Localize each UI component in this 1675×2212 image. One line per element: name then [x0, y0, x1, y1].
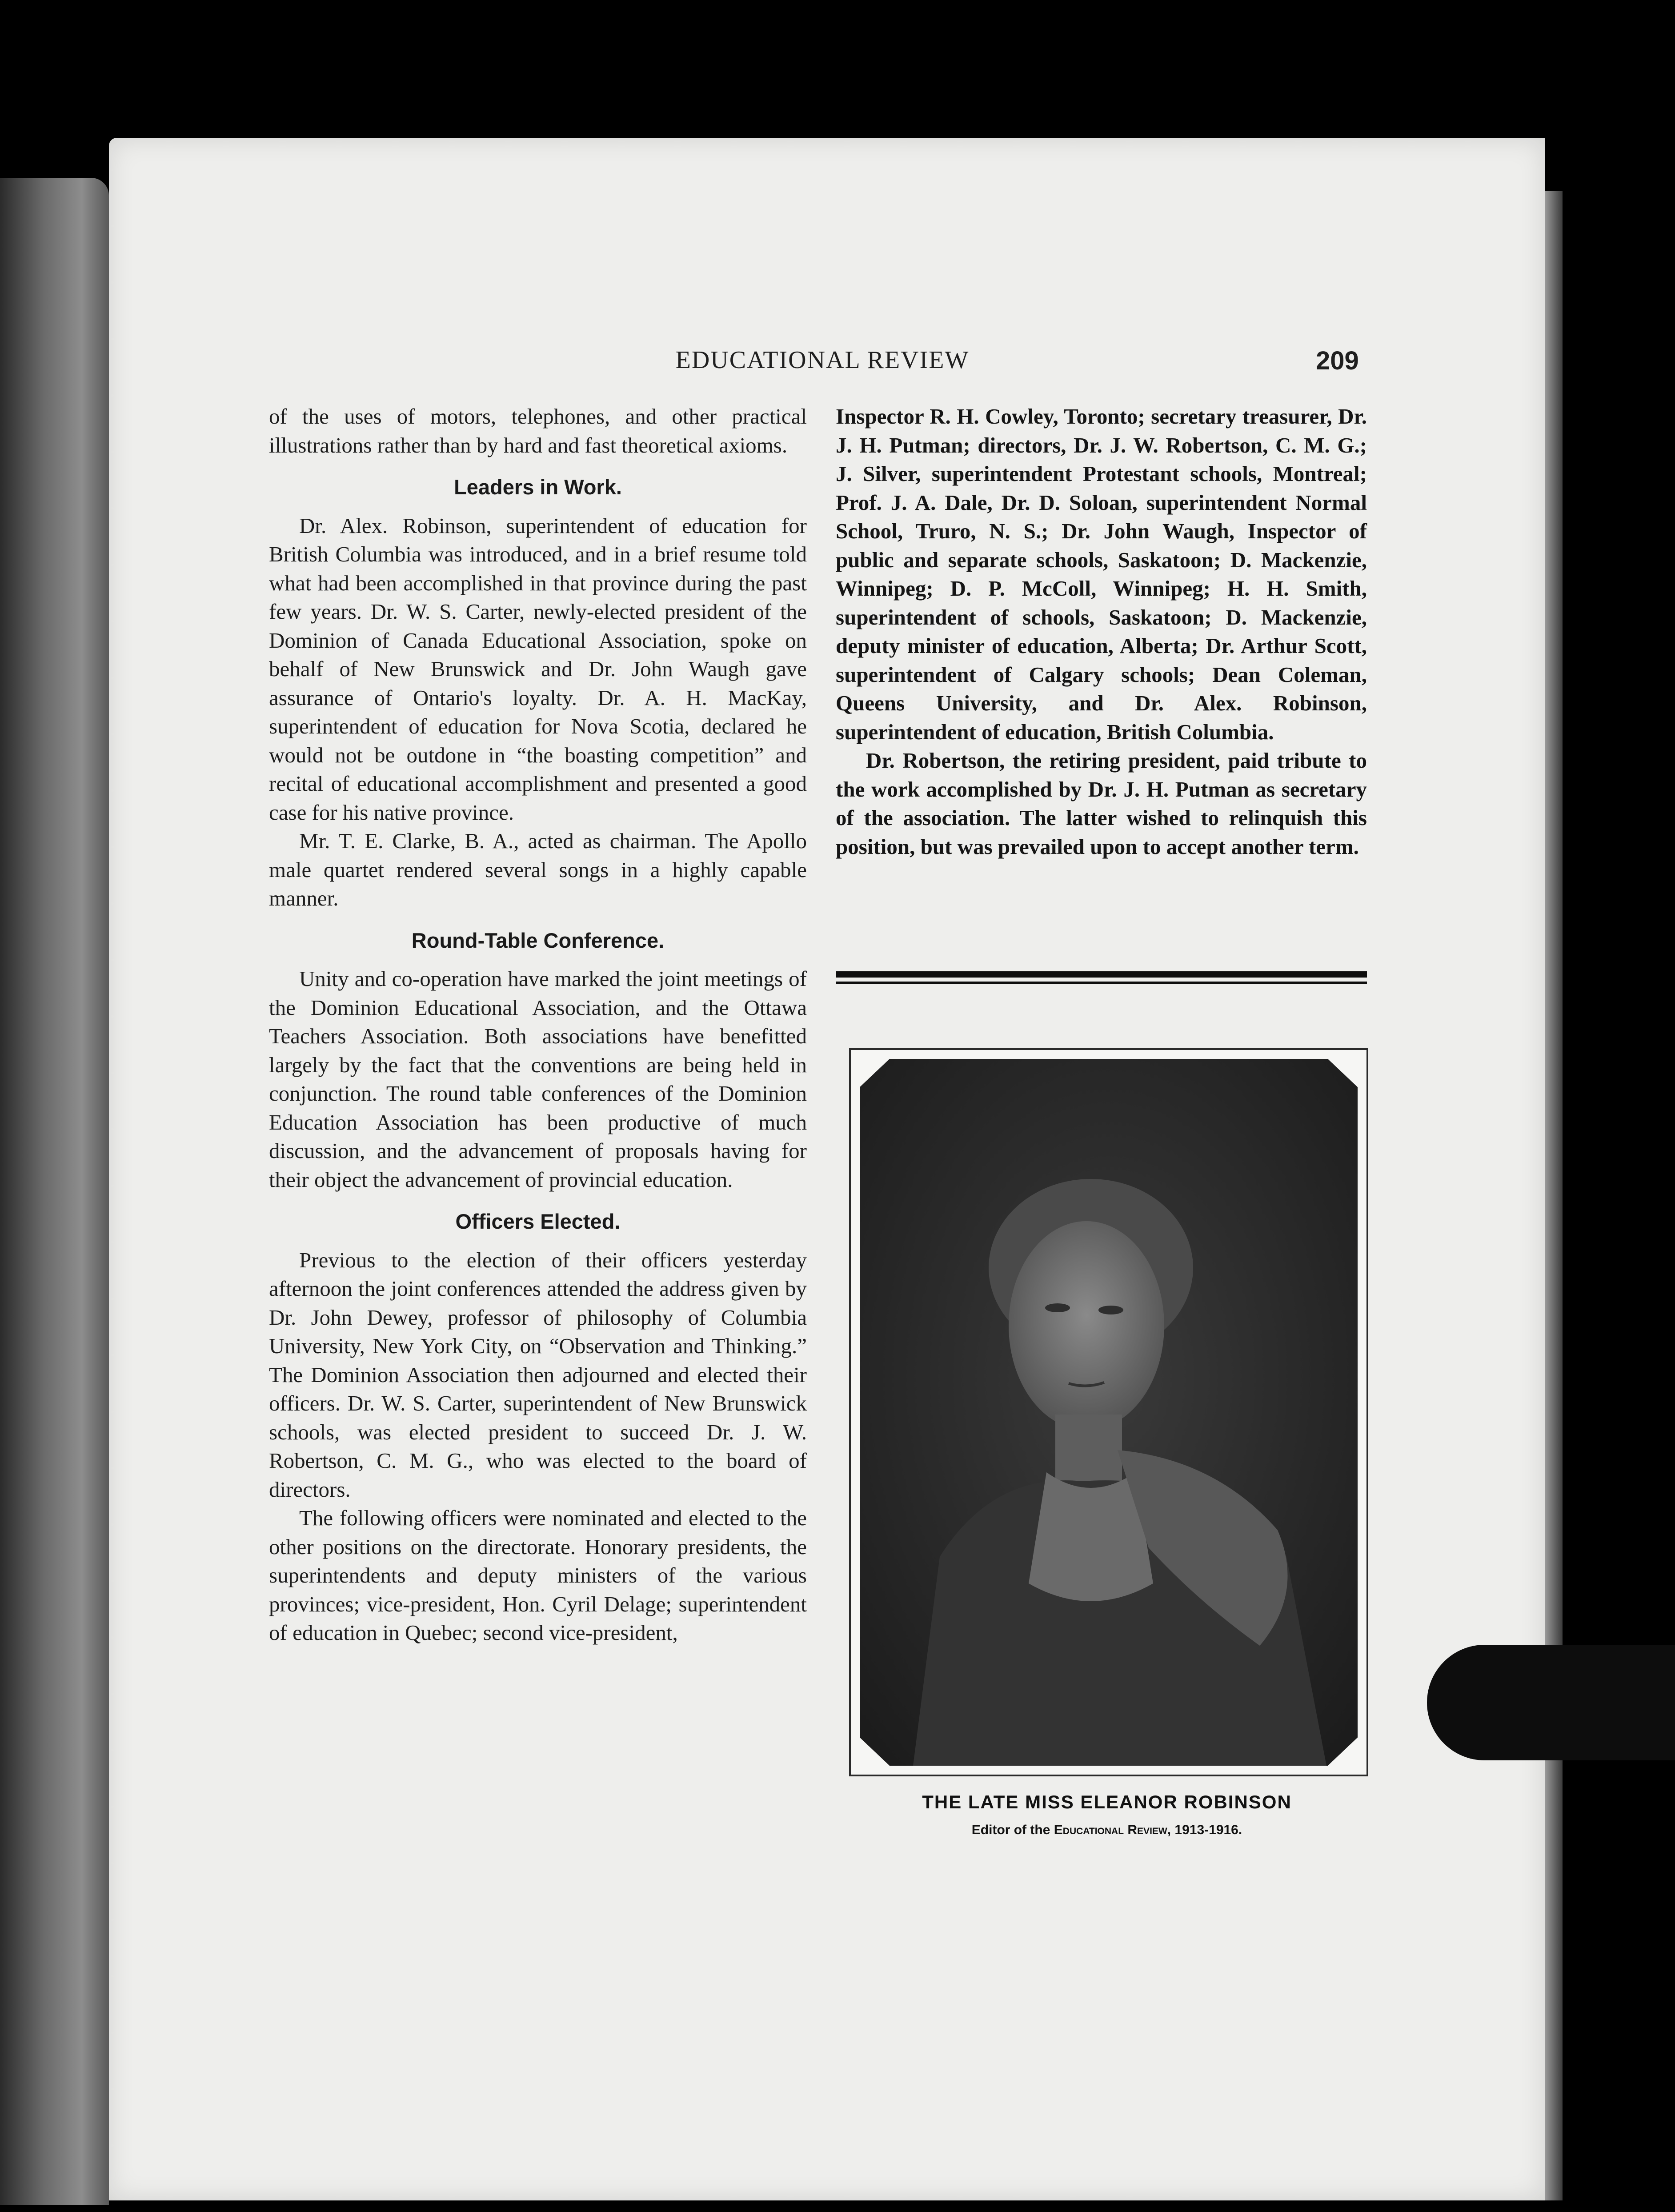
portrait-illustration — [860, 1059, 1358, 1766]
right-column — [836, 402, 1367, 861]
figure-caption-title: THE LATE MISS ELEANOR ROBINSON — [922, 1791, 1292, 1812]
page-gutter-shadow — [1545, 191, 1563, 2200]
paragraph: Dr. Robertson, the retiring president, paid tribute to the work accomplished by Dr. J. H. Putman as secretary of the association. The latter wished to relinquish this position, but was prevailed upon to accept another term. — [836, 748, 1367, 859]
section-divider-thin — [836, 982, 1367, 984]
caption-years: , 1913-1916. — [1167, 1823, 1242, 1837]
portrait-photo — [860, 1059, 1358, 1766]
heading-leaders-in-work: Leaders in Work. — [454, 475, 622, 499]
intro-paragraph: of the uses of motors, telephones, and other practical illustrations rather than by hard and fast theoretical axioms. — [269, 404, 807, 457]
paragraph: The following officers were nominated and elected to the other positions on the directorate. Honorary presidents, the superintendents and deputy ministers of the various provinces; vice-president, Hon. Cyril Delage; superintendent of education in Quebec; second vice-president, — [269, 1506, 807, 1645]
running-head: EDUCATIONAL REVIEW — [675, 346, 970, 374]
caption-prefix: Editor of the — [971, 1823, 1050, 1837]
paragraph: Unity and co-operation have marked the joint meetings of the Dominion Educational Association, and the Ottawa Teachers Association. Both associations have benefitted largely by the fact that the conventions are being held in conjunction. The round table conferences of the Dominion Education Association has been productive of much discussion, and the advancement of proposals having for their object the advancement of provincial education. — [269, 966, 807, 1192]
caption-journal-name: Educational Review — [1054, 1823, 1167, 1837]
paragraph: Mr. T. E. Clarke, B. A., acted as chairman. The Apollo male quartet rendered several songs in a highly capable manner. — [269, 829, 807, 910]
section-divider-thick — [836, 971, 1367, 978]
heading-officers-elected: Officers Elected. — [455, 1210, 621, 1233]
officers-list-paragraph: Inspector R. H. Cowley, Toronto; secretary treasurer, Dr. J. H. Putman; directors, Dr. J. W. Robertson, C. M. G.; J. Silver, superintendent Protestant schools, Montreal; Prof. J. A. Dale, Dr. D. Soloan, superintendent Normal School, Truro, N. S.; Dr. John Waugh, Inspector of public and separate schools, Saskatoon; D. Mackenzie, Winnipeg; D. P. McColl, Winnipeg; H. H. Smith, superintendent of schools, Saskatoon; D. Mackenzie, deputy minister of education, Alberta; Dr. Arthur Scott, superintendent of Calgary schools; Dean Coleman, Queens University, and Dr. Alex. Robinson, superintendent of education, British Columbia. — [836, 404, 1367, 744]
adjacent-page-edge — [0, 178, 109, 2205]
paragraph: Dr. Alex. Robinson, superintendent of education for British Columbia was introduced, and in a brief resume told what had been accomplished in that province during the past few years. Dr. W. S. Carter, newly-elected president of the Dominion of Canada Educational Association, spoke on behalf of New Brunswick and Dr. John Waugh gave assurance of Ontario's loyalty. Dr. A. H. MacKay, superintendent of education for Nova Scotia, declared he would not be outdone in “the boasting competition” and recital of educational accomplishment and presented a good case for his native province. — [269, 513, 807, 825]
paragraph: Previous to the election of their officers yesterday afternoon the joint conferences attended the address given by Dr. John Dewey, professor of philosophy of Columbia University, New York City, on “Observation and Thinking.” The Dominion Association then adjourned and elected their officers. Dr. W. S. Carter, superintendent of New Brunswick schools, was elected president to succeed Dr. J. W. Robertson, C. M. G., who was elected to the board of directors. — [269, 1247, 807, 1502]
portrait-figure — [849, 1048, 1368, 1776]
left-column — [269, 402, 807, 1647]
heading-round-table-conference: Round-Table Conference. — [411, 928, 665, 952]
page-number: 209 — [1316, 346, 1359, 375]
figure-caption-subtitle — [840, 1823, 1374, 1838]
scanner-thumb-shadow — [1427, 1645, 1675, 1760]
